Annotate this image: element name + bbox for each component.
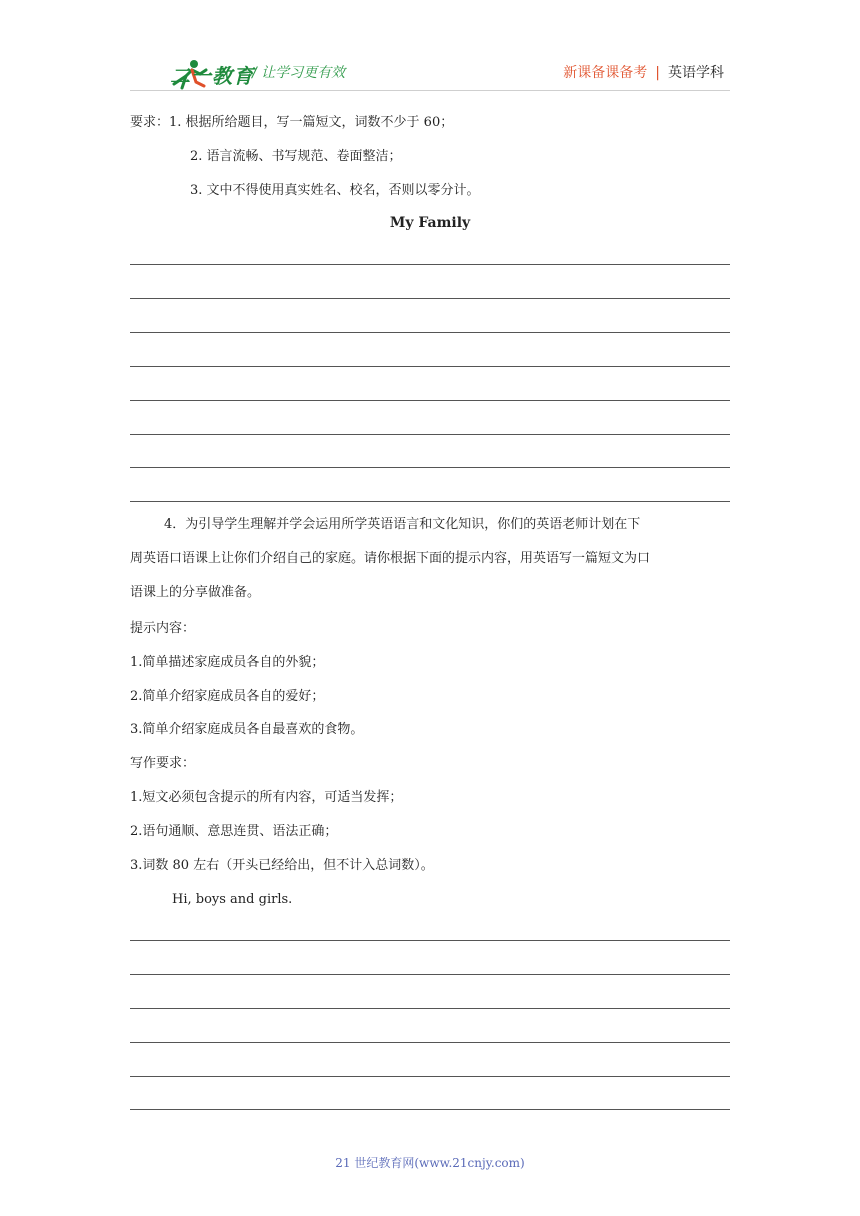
question-4-line-2: 周英语口语课上让你们介绍自己的家庭。请你根据下面的提示内容，用英语写一篇短文为口 <box>130 551 651 566</box>
logo-text: 二一教育 <box>170 64 254 88</box>
header-divider <box>130 90 730 91</box>
writing-line <box>130 1076 730 1077</box>
writing-line <box>130 332 730 333</box>
writing-line <box>130 434 730 435</box>
writing-requirement-item: 2.语句通顺、意思连贯、语法正确； <box>130 824 338 839</box>
requirement-1: 要求：1. 根据所给题目，写一篇短文，词数不少于 60； <box>130 115 454 130</box>
hint-heading: 提示内容： <box>130 621 196 636</box>
requirement-3: 3. 文中不得使用真实姓名、校名，否则以零分计。 <box>190 183 480 198</box>
hint-item: 1.简单描述家庭成员各自的外貌； <box>130 655 325 670</box>
writing-requirement-item: 3.词数 80 左右（开头已经给出，但不计入总词数）。 <box>130 858 434 873</box>
header-brand: 新课备课备考 <box>563 65 648 81</box>
requirement-2: 2. 语言流畅、书写规范、卷面整洁； <box>190 149 402 164</box>
header-right <box>563 62 724 82</box>
hint-item: 2.简单介绍家庭成员各自的爱好； <box>130 689 325 704</box>
writing-line <box>130 366 730 367</box>
writing-line <box>130 1008 730 1009</box>
writing-line <box>130 501 730 502</box>
hint-item: 3.简单介绍家庭成员各自最喜欢的食物。 <box>130 722 364 737</box>
essay-opening: Hi, boys and girls. <box>172 892 293 907</box>
writing-line <box>130 400 730 401</box>
writing-requirement-heading: 写作要求： <box>130 756 196 771</box>
header-slogan: / 让学习更有效 <box>252 65 346 81</box>
writing-line <box>130 1042 730 1043</box>
writing-line <box>130 298 730 299</box>
writing-line <box>130 974 730 975</box>
question-4-line-3: 语课上的分享做准备。 <box>130 585 261 600</box>
question-4-line-1: 4．为引导学生理解并学会运用所学英语语言和文化知识，你们的英语老师计划在下 <box>164 517 641 532</box>
header-subject: 英语学科 <box>668 65 724 81</box>
essay-title: My Family <box>389 215 471 231</box>
writing-line <box>130 467 730 468</box>
page-footer: 21 世纪教育网(www.21cnjy.com) <box>335 1156 525 1170</box>
header-separator: | <box>655 65 660 81</box>
writing-requirement-item: 1.短文必须包含提示的所有内容，可适当发挥； <box>130 790 403 805</box>
writing-line <box>130 940 730 941</box>
writing-line <box>130 1109 730 1110</box>
writing-line <box>130 264 730 265</box>
